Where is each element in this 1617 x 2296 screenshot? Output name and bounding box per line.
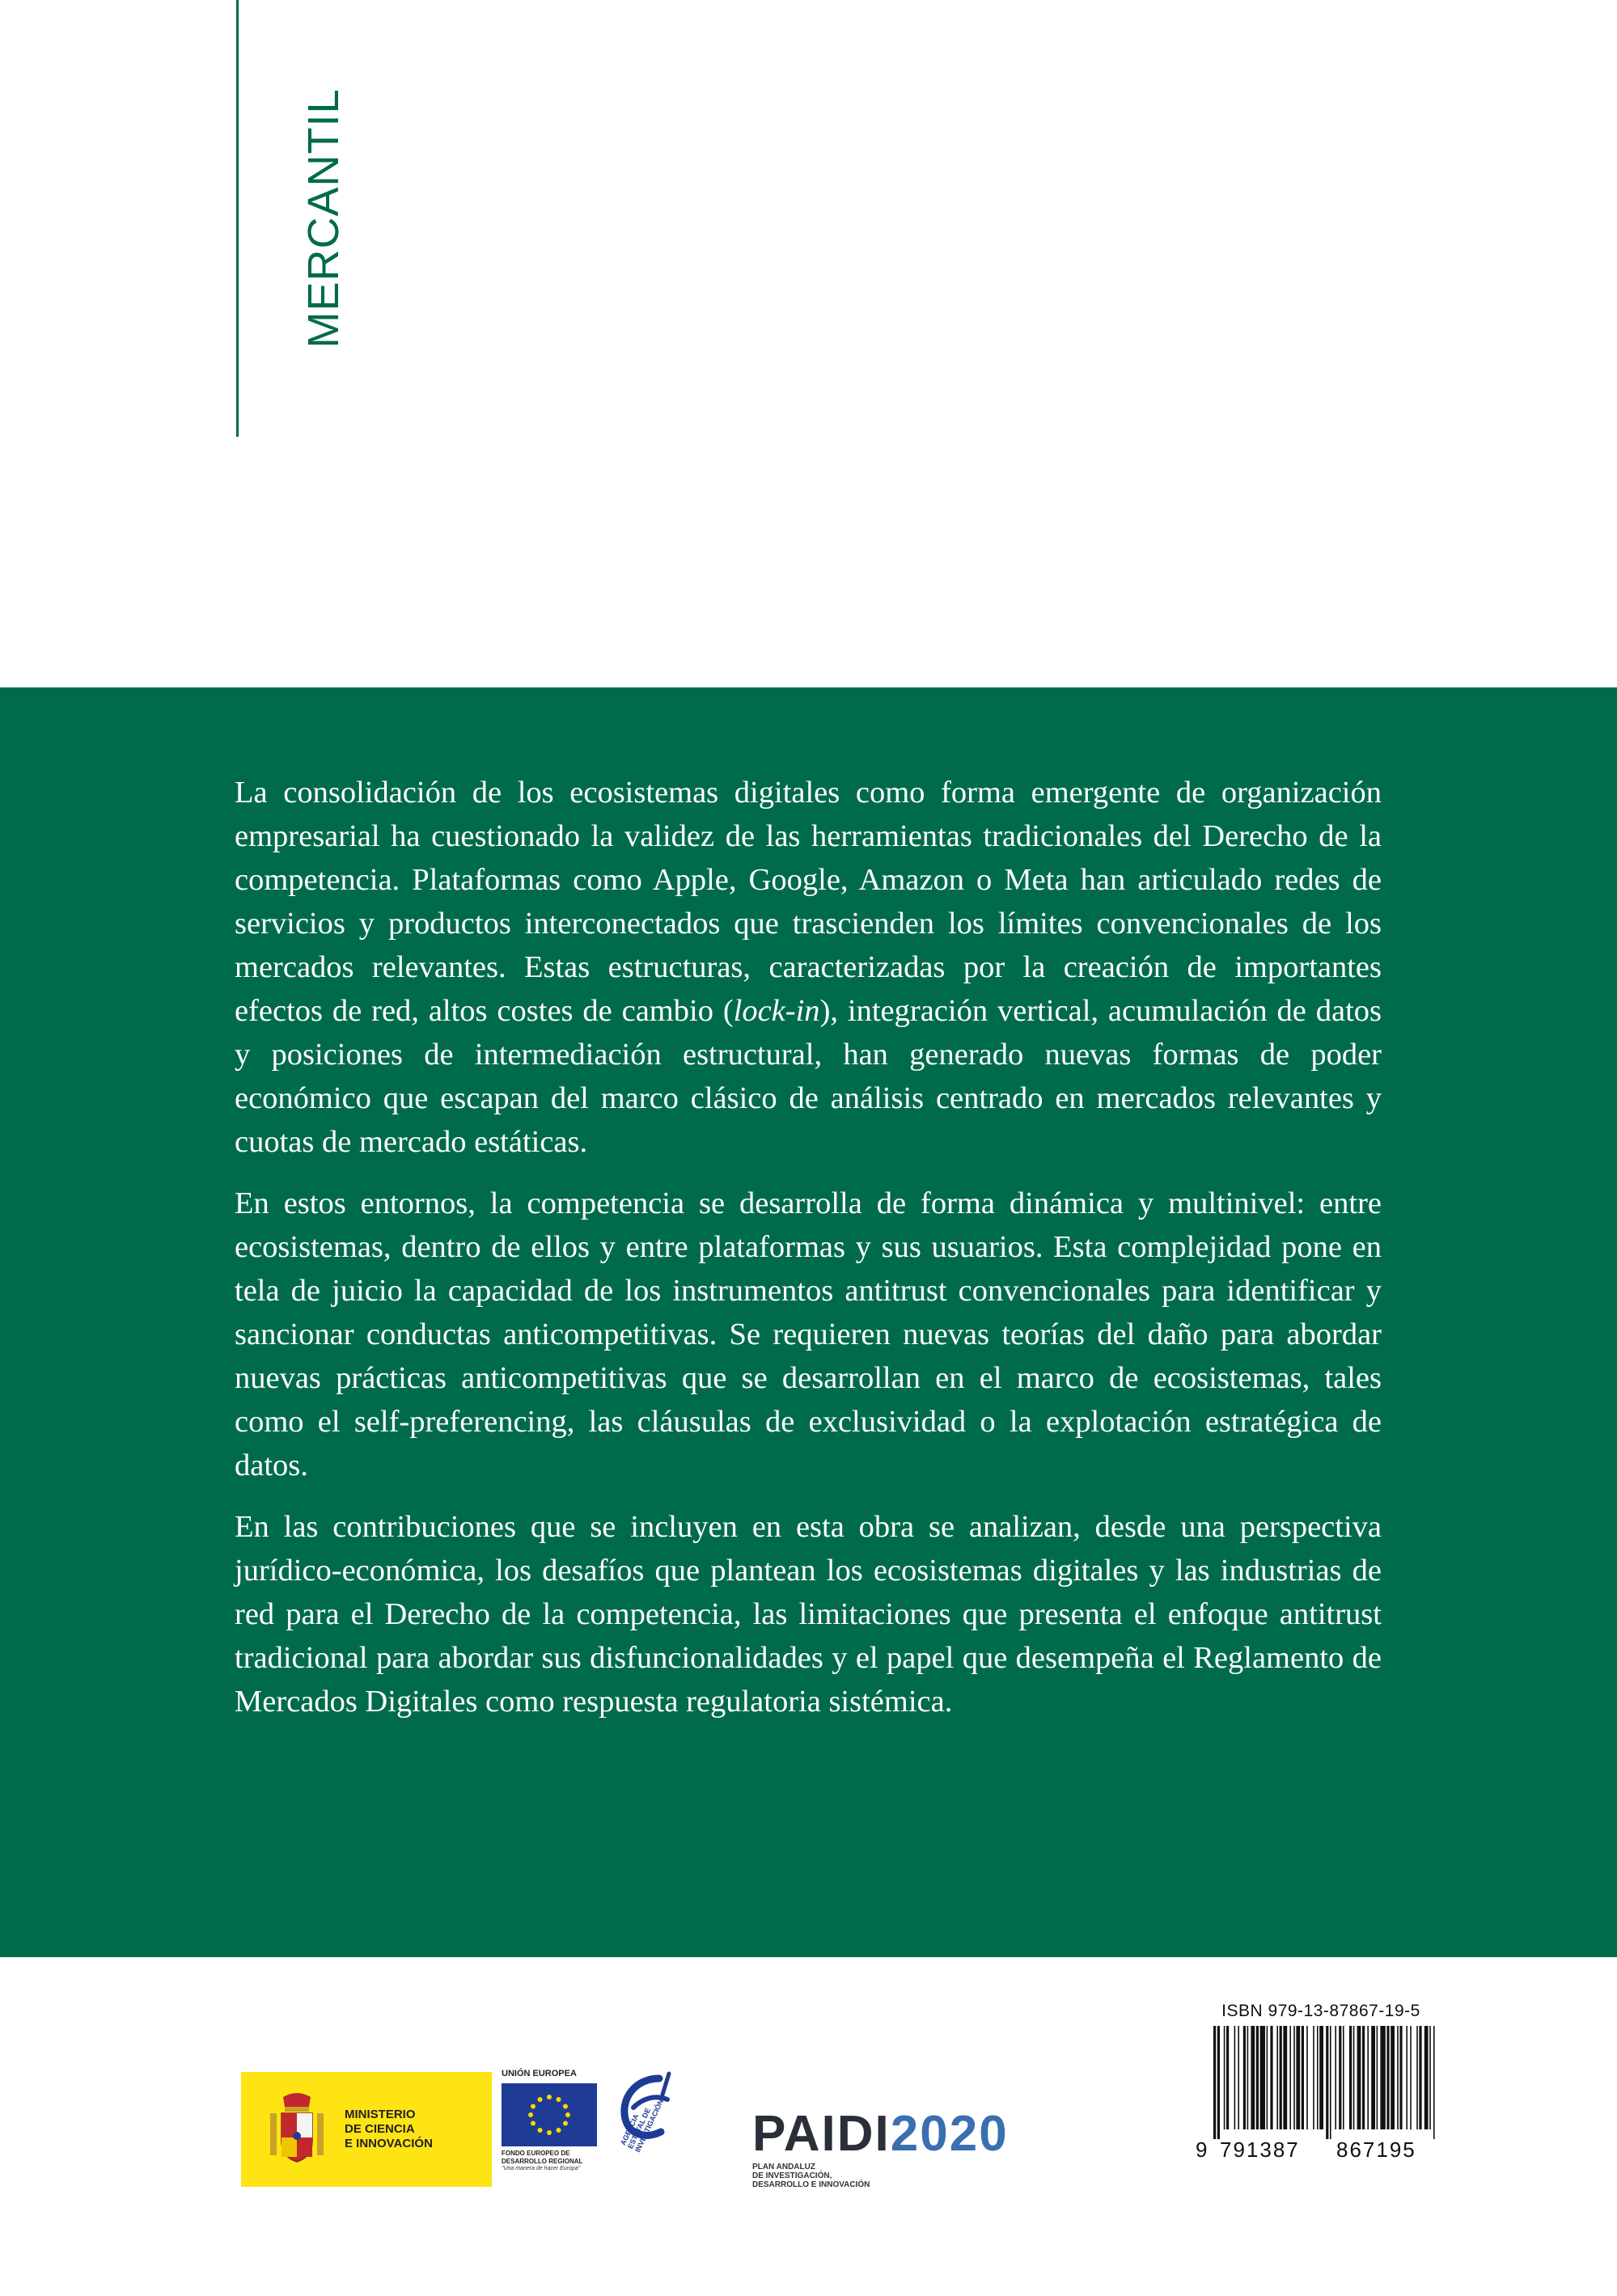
- ministry-name: MINISTERIO DE CIENCIA E INNOVACIÓN: [345, 2108, 433, 2150]
- isbn-label: ISBN 979-13-87867-19-5: [1221, 2002, 1420, 2020]
- synopsis-paragraph-2: En estos entornos, la competencia se desarrolla de forma dinámica y multinivel: entre ecosistemas, dentro de ellos y entre plataformas y sus usuarios. Esta complejidad pone en tela de juicio la capacidad de los instrumentos antitrust convencionales para identificar y sancionar conductas anticompetitivas. Se requieren nuevas teorías del daño para abordar nuevas prácticas anticompetitivas que se desarrollan en el marco de ecosistemas, tales como el self-preferencing, las cláusulas de exclusividad o la explotación estratégica de datos.: [235, 1186, 1382, 1482]
- barcode-digit-first: 9: [1196, 2137, 1208, 2162]
- barcode-digits-right: 867195: [1336, 2137, 1416, 2162]
- synopsis-paragraph-1: La consolidación de los ecosistemas digitales como forma emergente de organización empresarial ha cuestionado la validez de las herramientas tradicionales del Derecho de la competencia. Plataformas como Apple, Google, Amazon o Meta han articulado redes de servicios y productos interconectados que trascienden los límites convencionales de los mercados relevantes. Estas estructuras, caracterizadas por la creación de importantes efectos de red, altos costes de cambio (lock-in), integración vertical, acumulación de datos y posiciones de intermediación estructural, han generado nuevas formas de poder económico que escapan del marco clásico de análisis centrado en mercados relevantes y cuotas de mercado estáticas.: [235, 776, 1382, 1159]
- eu-logo: [502, 2069, 607, 2190]
- spine-rule: [236, 0, 239, 437]
- isbn-block: [1196, 2002, 1446, 2171]
- italic-term: lock-in: [733, 994, 820, 1028]
- aei-name: AGENCIA ESTATAL DE INVESTIGACIÓN: [619, 2098, 666, 2154]
- barcode-digits-left: 791387: [1220, 2137, 1300, 2162]
- spain-coat-of-arms-icon: [265, 2091, 328, 2168]
- barcode: [1196, 2026, 1446, 2139]
- paidi-wordmark: PAIDI2020: [752, 2106, 1009, 2162]
- paidi-logo: [752, 2106, 1043, 2190]
- synopsis-panel: [0, 687, 1617, 1957]
- spine-label: MERCANTIL: [299, 88, 348, 349]
- paidi-subtitle: PLAN ANDALUZ DE INVESTIGACIÓN, DESARROLLO E INNOVACIÓN: [752, 2163, 870, 2189]
- eu-fund-name: FONDO EUROPEO DE DESARROLLO REGIONAL: [502, 2150, 583, 2165]
- synopsis-text: [235, 771, 1382, 1723]
- aei-logo: [611, 2070, 688, 2200]
- ministry-logo: [241, 2072, 492, 2187]
- eu-motto: "Una manera de hacer Europa": [502, 2166, 581, 2171]
- eu-flag-icon: [502, 2083, 597, 2146]
- eu-title: UNIÓN EUROPEA: [502, 2069, 577, 2078]
- synopsis-paragraph-3: En las contribuciones que se incluyen en esta obra se analizan, desde una perspectiva jurídico-económica, los desafíos que plantean los ecosistemas digitales y las industrias de red para el Derecho de la competencia, las limitaciones que presenta el enfoque antitrust tradicional para abordar sus disfuncionalidades y el papel que desempeña el Reglamento de Mercados Digitales como respuesta regulatoria sistémica.: [235, 1510, 1382, 1719]
